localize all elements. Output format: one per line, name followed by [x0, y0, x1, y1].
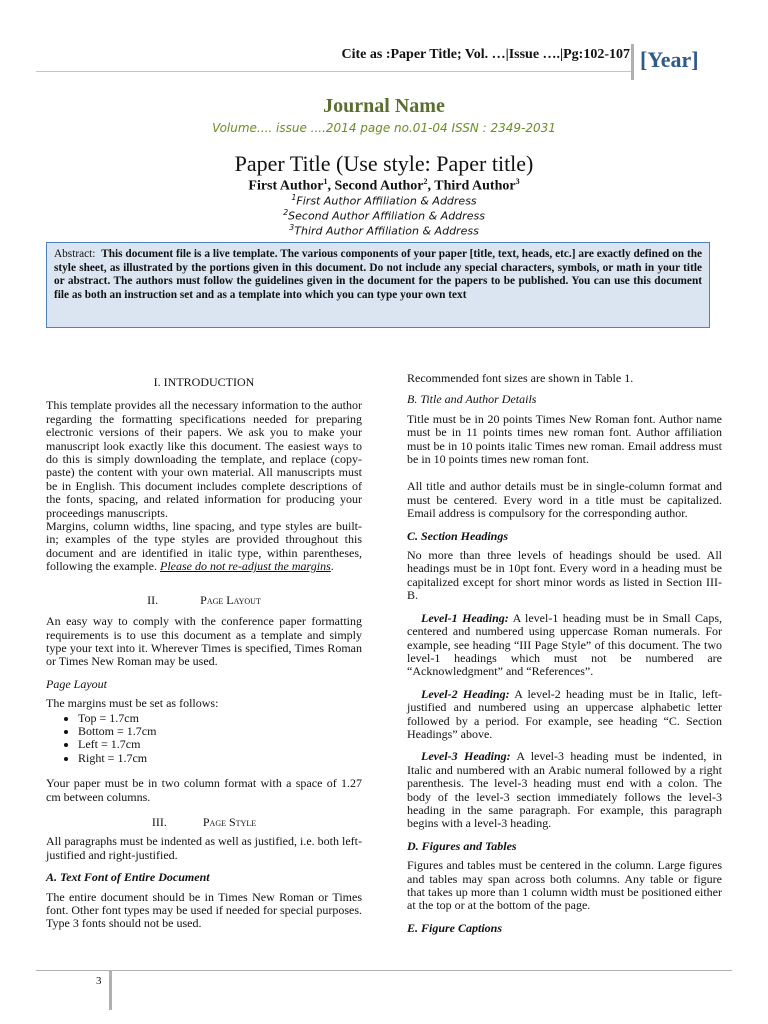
figures-paragraph: Figures and tables must be centered in the column. Large figures and tables may span across both columns. Any table or figure that takes up more than 1 column width must be positioned either at the top or at the bottom of the page.	[407, 858, 722, 913]
title-details-paragraph: All title and author details must be in single-column format and must be centered. Every word in a title must be capitalized. Email address is compulsory for the corresponding author.	[407, 479, 722, 521]
title-paragraph: Title must be in 20 points Times New Roman font. Author name must be in 11 points times new roman font. Author affiliation must be in 10 points italic Times new roman. Email address must be in 10 points times new roman font.	[407, 411, 722, 467]
level2-label: Level-2 Heading:	[421, 686, 510, 701]
footer-divider	[109, 970, 112, 1010]
section-heading-page-style	[46, 816, 362, 829]
author-1-sup: 1	[323, 177, 328, 186]
journal-name: Journal Name	[323, 95, 445, 117]
abstract-text: This document file is a live template. The various components of your paper [title, text, heads, etc.] are exactly defined on the style sheet, as illustrated by the portions given in this document. Do not include any special characters, symbols, or math in your title or abstract. The authors must follow the guidelines given in the document for the papers to be published. You can use this document file as both an instruction set and as a template into which you can type your own text	[54, 248, 702, 301]
level1-label: Level-1 Heading:	[421, 610, 509, 625]
subheading-figure-captions: E. Figure Captions	[407, 920, 503, 935]
layout-paragraph: An easy way to comply with the conference paper formatting requirements is to use this document as a template and simply type your text into it. Wherever Times is specified, Times Roman or Times New Roman may be used.	[46, 614, 362, 669]
section-number: II.	[147, 592, 159, 607]
affiliation-3-text: Third Author Affiliation & Address	[294, 224, 479, 238]
margins-paragraph-text: Margins, column widths, line spacing, and type styles are built-in; examples of the type styles are provided throughout this document and are identified in italic type, within parentheses, following the example.	[46, 519, 362, 574]
left-column	[46, 372, 362, 940]
margins-list	[46, 712, 362, 766]
affiliation-2	[0, 208, 768, 223]
abstract-box	[46, 242, 710, 328]
subheading-section-headings: C. Section Headings	[407, 528, 509, 543]
affiliation-1	[0, 193, 768, 208]
font-sizes-paragraph: Recommended font sizes are shown in Table 1.	[407, 371, 634, 385]
section-heading-page-layout	[46, 594, 362, 607]
section-heading-introduction: I. INTRODUCTION	[153, 375, 255, 389]
section-title: Page Style	[202, 814, 257, 829]
author-sep: ,	[327, 178, 335, 194]
level1-text: A level-1 heading must be in Small Caps, centered and numbered using uppercase Roman numerals. For example, see heading “III Page Style” of this document. The two level-1 headings which must not be numbered are “Acknowledgment” and “References”.	[407, 610, 723, 679]
level1-paragraph	[407, 612, 722, 679]
list-item: • Bottom = 1.7cm	[78, 725, 362, 738]
level3-paragraph	[407, 750, 722, 830]
section-number: III.	[151, 814, 167, 829]
page-number: 3	[96, 975, 102, 987]
author-3: Third Author	[434, 178, 516, 194]
font-paragraph: The entire document should be in Times New Roman or Times font. Other font types may be used if needed for special purposes. Type 3 fonts should not be used.	[46, 889, 362, 931]
author-3-sup: 3	[515, 177, 520, 186]
two-column-paragraph: Your paper must be in two column format with a space of 1.27 cm between columns.	[46, 776, 362, 804]
author-sep: ,	[427, 178, 435, 194]
affiliation-1-text: First Author Affiliation & Address	[296, 194, 477, 208]
intro-paragraph: This template provides all the necessary information to the author regarding the formatting specifications needed for preparing electronic versions of their papers. We ask you to make your manuscript look exactly like this document. The easiest ways to do this is simply downloading the template, and replace (copy-paste) the content with your own material. All manuscripts must be in English. This document includes complete descriptions of the fonts, spacing, and related information for producing your proceedings manuscripts.	[46, 398, 362, 520]
year-placeholder: [Year]	[640, 47, 699, 72]
subheading-title-author: B. Title and Author Details	[407, 392, 537, 407]
author-1: First Author	[248, 178, 324, 194]
paper-title: Paper Title (Use style: Paper title)	[234, 151, 534, 176]
list-item: • Right = 1.7cm	[78, 752, 362, 765]
margins-note: Please do not re-adjust the margins	[159, 559, 331, 574]
level2-text: A level-2 heading must be in Italic, left-justified and numbered using an uppercase alphabetic letter followed by a period. For example, see heading “C. Section Headings” above.	[407, 686, 722, 741]
author-2-sup: 2	[423, 177, 428, 186]
right-column	[407, 372, 722, 941]
subheading-text-font-label: A. Text Font of Entire Document	[46, 870, 210, 885]
level2-paragraph	[407, 688, 722, 742]
subheading-figures-tables: D. Figures and Tables	[407, 838, 517, 853]
list-item: • Top = 1.7cm	[78, 712, 362, 725]
margins-intro: The margins must be set as follows:	[46, 696, 219, 711]
list-item: • Left = 1.7cm	[78, 738, 362, 751]
level3-text: A level-3 heading must be indented, in Italic and numbered with an Arabic numeral followed by a right parenthesis. The level-3 heading must end with a colon. The body of the level-3 section immediately follows the level-3 heading in the same paragraph. For example, this paragraph begins with a level-3 heading.	[407, 749, 723, 831]
footer-rule	[36, 970, 732, 971]
style-paragraph: All paragraphs must be indented as well as justified, i.e. both left-justified and right-justified.	[46, 834, 362, 862]
header-divider	[631, 44, 634, 80]
affiliation-3-sup: 3	[289, 223, 295, 232]
level3-label: Level-3 Heading:	[421, 749, 511, 764]
affiliation-2-text: Second Author Affiliation & Address	[288, 209, 485, 223]
citation-line: Cite as :Paper Title; Vol. …|Issue ….|Pg:102-107	[341, 47, 630, 62]
affiliation-2-sup: 2	[283, 208, 289, 217]
abstract-label: Abstract:	[54, 248, 96, 260]
section-title: Page Layout	[200, 592, 261, 607]
author-2: Second Author	[334, 178, 424, 194]
affiliation-3	[0, 223, 768, 238]
affiliation-1-sup: 1	[291, 193, 297, 202]
header-rule	[36, 71, 632, 72]
margins-paragraph: Margins, column widths, line spacing, and type styles are built-in; examples of the type styles are provided throughout this document and are identified in italic type, within parentheses, following the example. Please do not re-adjust the margins.	[46, 519, 362, 574]
subheading-page-layout: Page Layout	[46, 676, 107, 691]
volume-line: Volume.... issue ....2014 page no.01-04 ISSN : 2349-2031	[212, 121, 556, 135]
subheading-text-font	[46, 871, 362, 884]
headings-paragraph: No more than three levels of headings should be used. All headings must be in 10pt font. Every word in a heading must be capitalized except for short minor words as listed in Section III-B.	[407, 548, 722, 603]
author-list	[0, 177, 768, 195]
